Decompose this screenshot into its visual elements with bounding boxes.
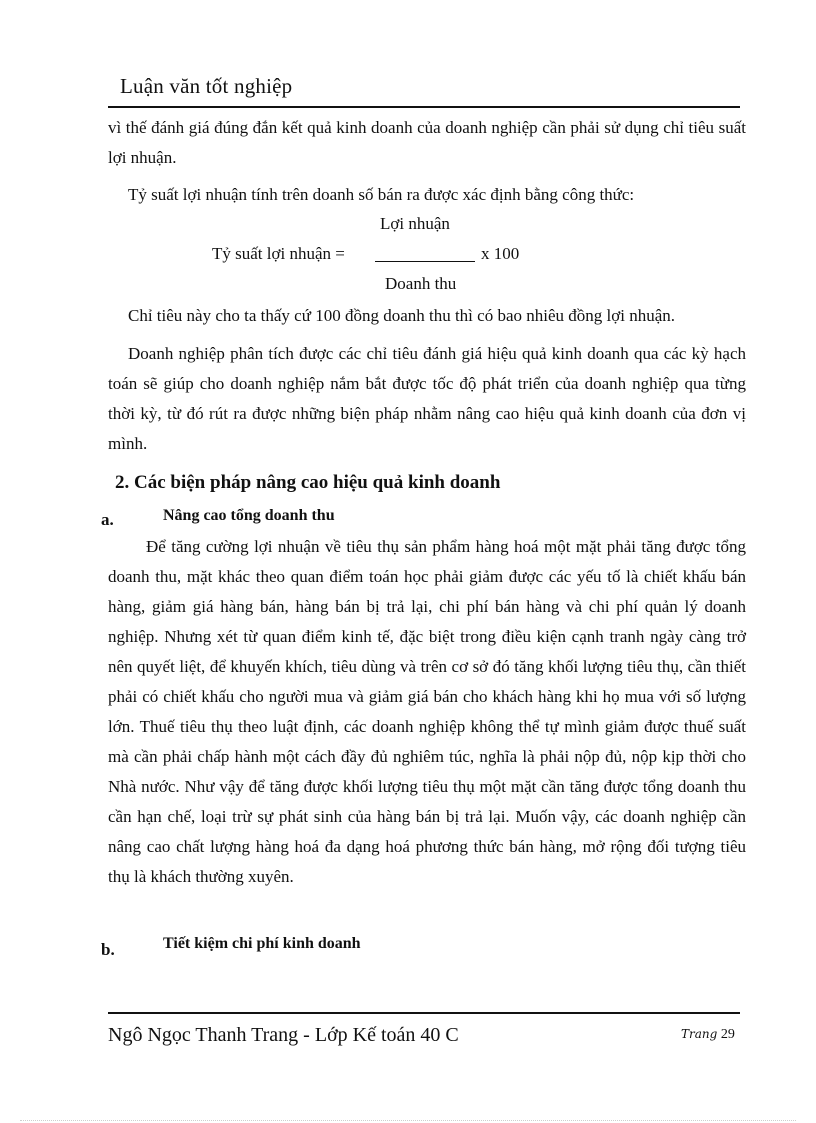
header-rule (108, 106, 740, 108)
subsection-a-title: Nâng cao tổng doanh thu (163, 507, 335, 524)
paragraph-5: Để tăng cường lợi nhuận về tiêu thụ sản phẩm hàng hoá một mặt phải tăng được tổng doanh thu, mặt khác theo quan điểm toán học phải giảm được các yếu tố là chiết khấu bán hàng, giảm giá hàng bán, hàng bán bị trả lại, chi phí bán hàng và chi phí quản lý doanh nghiệp. Nhưng xét từ quan điểm kinh tế, đặc biệt trong điều kiện cạnh tranh ngày càng trở nên quyết liệt, để khuyến khích, tiêu dùng và trên cơ sở đó tăng khối lượng tiêu thụ, cần thiết phải có chiết khấu cho người mua và giảm giá bán cho khách hàng khi họ mua với số lượng lớn. Thuế tiêu thụ theo luật định, các doanh nghiệp không thể tự mình giảm được thuế suất mà cần phải chấp hành một cách đầy đủ nghiêm túc, nghĩa là phải nộp đủ, nộp kịp thời cho Nhà nước. Như vậy để tăng được khối lượng tiêu thụ một mặt cần tăng được tổng doanh thu cần hạn chế, loại trừ sự phát sinh của hàng bán bị trả lại. Muốn vậy, các doanh nghiệp cần nâng cao chất lượng hàng hoá đa dạng hoá phương thức bán hàng, mở rộng đối tượng tiêu thụ là khách thường xuyên. (108, 537, 746, 886)
paragraph-2: Tỷ suất lợi nhuận tính trên doanh số bán ra được xác định bằng công thức: (128, 185, 635, 204)
footer-page-label: Trang (681, 1027, 718, 1041)
formula-numerator: Lợi nhuận (380, 214, 450, 233)
header-title: Luận văn tốt nghiệp (120, 74, 293, 98)
paragraph-3: Chỉ tiêu này cho ta thấy cứ 100 đồng doanh thu thì có bao nhiêu đồng lợi nhuận. (128, 306, 675, 325)
subsection-b-marker: b. (101, 940, 115, 959)
subsection-b-title: Tiết kiệm chi phí kinh doanh (163, 935, 361, 952)
formula-lhs: Tỷ suất lợi nhuận = (212, 244, 345, 263)
formula-denominator: Doanh thu (385, 274, 457, 293)
footer-author: Ngô Ngọc Thanh Trang - Lớp Kế toán 40 C (108, 1024, 459, 1046)
section-heading: 2. Các biện pháp nâng cao hiệu quả kinh doanh (115, 472, 501, 493)
footer-rule (108, 1012, 740, 1014)
bottom-dotted-border (20, 1120, 796, 1121)
paragraph-4: Doanh nghiệp phân tích được các chỉ tiêu đánh giá hiệu quả kinh doanh qua các kỳ hạch toán sẽ giúp cho doanh nghiệp nắm bắt được tốc độ phát triển của doanh nghiệp qua từng thời kỳ, từ đó rút ra được những biện pháp nhằm nâng cao hiệu quả kinh doanh của đơn vị mình. (108, 344, 746, 453)
subsection-a-marker: a. (101, 510, 114, 529)
footer-page (681, 1027, 735, 1043)
formula-multiplier: x 100 (481, 244, 520, 263)
paragraph-1: vì thế đánh giá đúng đắn kết quả kinh doanh của doanh nghiệp cần phải sử dụng chỉ tiêu suất lợi nhuận. (108, 118, 746, 167)
footer-page-number: 29 (720, 1027, 735, 1042)
formula-fraction-line (375, 261, 475, 262)
